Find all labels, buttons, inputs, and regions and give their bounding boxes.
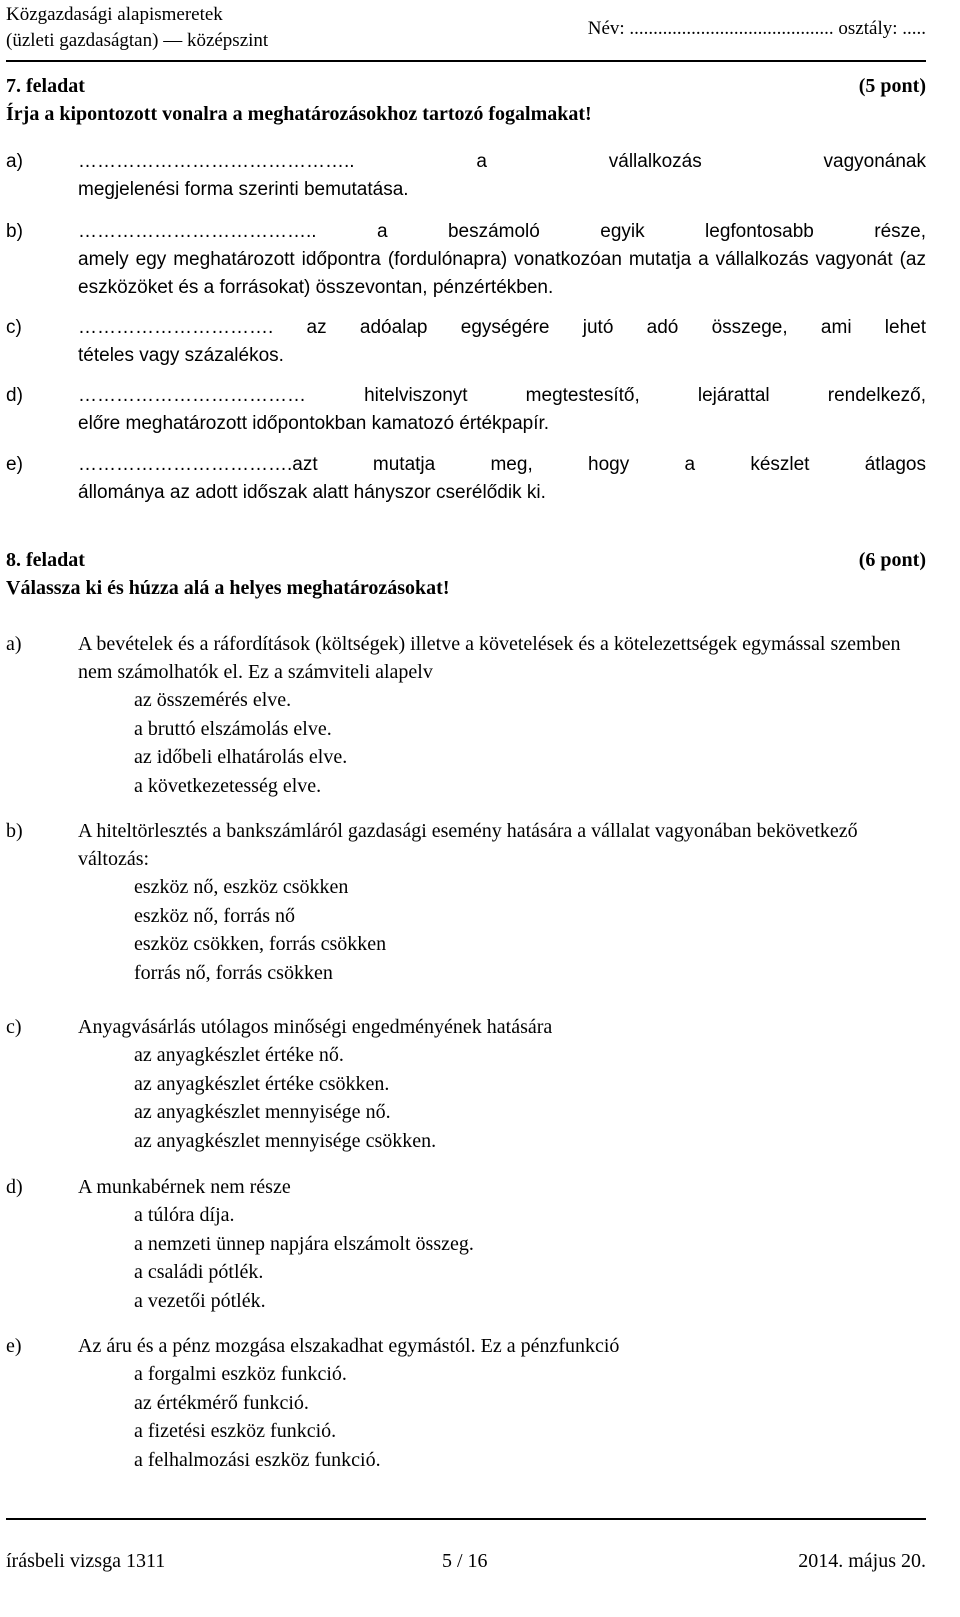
option[interactable]: az anyagkészlet értéke nő. [134,1044,344,1066]
option[interactable]: a túlóra díja. [134,1204,235,1226]
option[interactable]: a fizetési eszköz funkció. [134,1420,337,1442]
question-text: A munkabérnek nem része [78,1176,291,1198]
item-label: b) [6,221,23,242]
name-class-field: Név: ........................................... osztály: ..... [587,18,926,39]
question-label: e) [6,1335,22,1357]
subject-line-2: (üzleti gazdaságtan) — középszint [6,30,269,51]
option[interactable]: az anyagkészlet mennyisége nő. [134,1101,391,1123]
option[interactable]: eszköz nő, eszköz csökken [134,876,349,898]
task8-question-d [6,1173,926,1315]
task8-instruction: Válassza ki és húzza alá a helyes meghatározásokat! [6,577,450,599]
item-label: a) [6,151,23,172]
item-continuation: előre meghatározott időpontokban kamatozó értékpapír. [78,413,550,434]
task8-question-b [6,817,926,987]
exam-code: írásbeli vizsga 1311 [6,1550,166,1572]
task8-title: 8. feladat [6,549,85,571]
item-continuation: megjelenési forma szerinti bemutatása. [78,179,409,200]
item-label: c) [6,317,22,338]
item-continuation: tételes vagy százalékos. [78,345,284,366]
page-number: 5 / 16 [442,1550,488,1572]
task8-points: (6 pont) [858,549,926,571]
question-label: d) [6,1176,23,1198]
item-line[interactable]: ……………………………… hitelviszonyt megtestesítő, lejárattal rendelkező, [78,385,926,406]
option[interactable]: az összemérés elve. [134,689,292,711]
subject-title [6,2,268,54]
task7-item-b [6,218,926,302]
item-continuation: állománya az adott időszak alatt hányszor cserélődik ki. [78,482,546,503]
task8-question-a [6,630,926,800]
task7-item-e [6,451,926,507]
subject-line-1: Közgazdasági alapismeretek [6,4,223,25]
item-line[interactable]: …………………………………….. a vállalkozás vagyonának [78,151,926,172]
task8-question-c [6,1013,926,1155]
task7-instruction: Írja a kipontozott vonalra a meghatározásokhoz tartozó fogalmakat! [6,103,592,125]
task7-title: 7. feladat [6,75,85,97]
task8-heading [6,546,926,574]
option[interactable]: eszköz csökken, forrás csökken [134,933,387,955]
item-label: e) [6,454,23,475]
exam-date: 2014. május 20. [798,1550,926,1572]
item-line[interactable]: …………………………….azt mutatja meg, hogy a készlet átlagos [78,454,926,475]
option[interactable]: az értékmérő funkció. [134,1391,309,1414]
question-text: Az áru és a pénz mozgása elszakadhat egymástól. Ez a pénzfunkció [78,1335,620,1357]
option[interactable]: a nemzeti ünnep napjára elszámolt összeg. [134,1232,474,1255]
option[interactable]: eszköz nő, forrás nő [134,904,296,927]
option[interactable]: a családi pótlék. [134,1261,264,1283]
question-text: A hiteltörlesztés a bankszámláról gazdasági esemény hatására a vállalat vagyonában bekövetkező változás: [78,820,858,870]
item-continuation: amely egy meghatározott időpontra (fordulónapra) vonatkozóan mutatja a vállalkozás vagyonát (az eszközöket és a forrásokat) összevontan, pénzértékben. [78,249,926,298]
question-label: a) [6,633,22,655]
option[interactable]: a bruttó elszámolás elve. [134,717,332,740]
question-label: b) [6,820,23,842]
task7-item-a [6,148,926,204]
option[interactable]: a felhalmozási eszköz funkció. [134,1448,381,1471]
option[interactable]: az anyagkészlet mennyisége csökken. [134,1129,437,1152]
item-line[interactable]: …………………………. az adóalap egységére jutó adó összege, ami lehet [78,317,926,338]
page-header [6,2,926,62]
task7-item-d [6,382,926,438]
task7-heading [6,72,926,100]
option[interactable]: a következetesség elve. [134,774,322,797]
item-label: d) [6,385,23,406]
question-label: c) [6,1016,22,1038]
task7-item-c [6,314,926,370]
option[interactable]: az anyagkészlet értéke csökken. [134,1072,390,1095]
item-line[interactable]: ……………………………….. a beszámoló egyik legfontosabb része, [78,221,926,242]
option[interactable]: forrás nő, forrás csökken [134,961,333,984]
task7-points: (5 pont) [858,75,926,97]
option[interactable]: a vezetői pótlék. [134,1289,266,1312]
question-text: Anyagvásárlás utólagos minőségi engedményének hatására [78,1016,553,1038]
option[interactable]: az időbeli elhatárolás elve. [134,746,348,768]
question-text: A bevételek és a ráfordítások (költségek) illetve a követelések és a kötelezettségek egymással szemben nem számolhatók el. Ez a számviteli alapelv [78,633,901,683]
option[interactable]: a forgalmi eszköz funkció. [134,1363,347,1385]
page-footer [6,1518,926,1580]
task8-question-e [6,1332,926,1474]
